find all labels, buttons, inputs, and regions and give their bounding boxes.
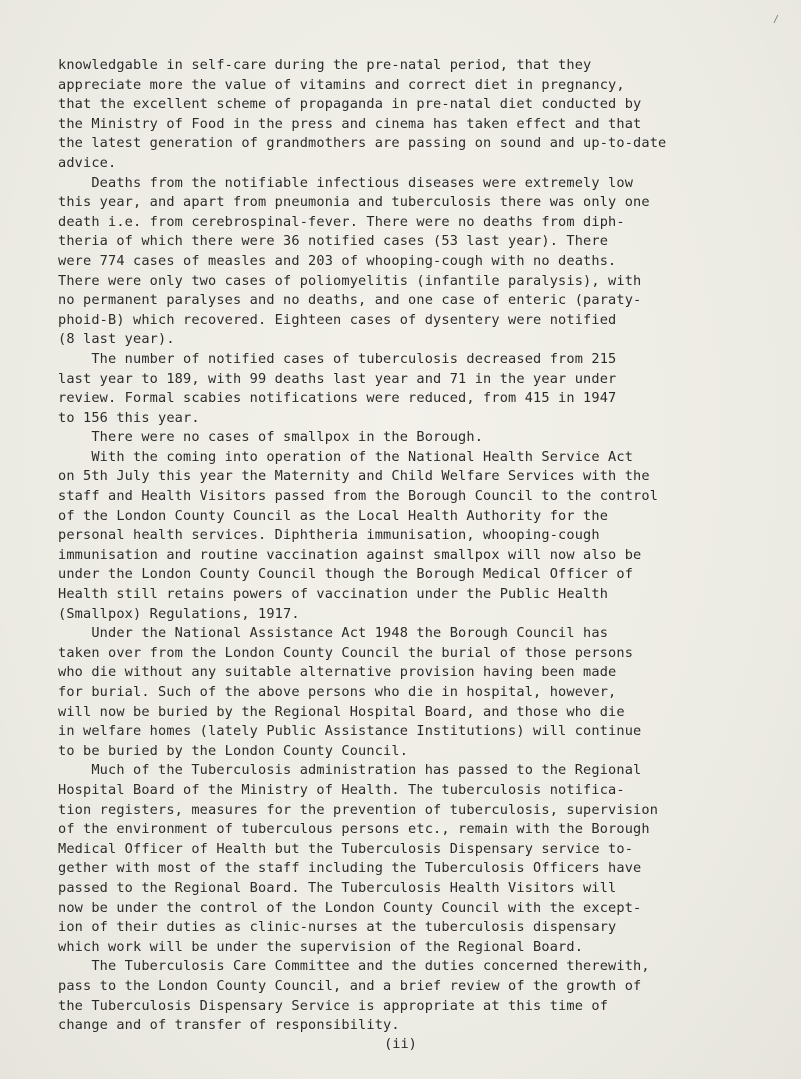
text-line: passed to the Regional Board. The Tuberculosis Health Visitors will (58, 879, 617, 896)
text-line: will now be buried by the Regional Hospital Board, and those who die (58, 703, 625, 720)
paragraph (58, 174, 758, 350)
paragraph (58, 56, 758, 174)
text-line: pass to the London County Council, and a brief review of the growth of (58, 977, 642, 994)
text-line: immunisation and routine vaccination against smallpox will now also be (58, 546, 642, 563)
text-line: the Tuberculosis Dispensary Service is appropriate at this time of (58, 997, 609, 1014)
text-line: Much of the Tuberculosis administration has passed to the Regional (58, 762, 642, 779)
paragraph (58, 761, 758, 957)
text-line: There were only two cases of poliomyelitis (infantile paralysis), with (58, 272, 642, 289)
text-line: which work will be under the supervision of the Regional Board. (58, 938, 584, 955)
text-line: the Ministry of Food in the press and cinema has taken effect and that (58, 115, 642, 132)
text-line: personal health services. Diphtheria immunisation, whooping-cough (58, 527, 600, 544)
text-line: taken over from the London County Council the burial of those persons (58, 644, 634, 661)
text-line: under the London County Council though the Borough Medical Officer of (58, 566, 634, 583)
text-line: this year, and apart from pneumonia and tuberculosis there was only one (58, 194, 650, 211)
paragraph (58, 957, 758, 1035)
text-line: death i.e. from cerebrospinal-fever. There were no deaths from diph- (58, 213, 625, 230)
text-line: appreciate more the value of vitamins and correct diet in pregnancy, (58, 76, 625, 93)
text-line: to be buried by the London County Council. (58, 742, 409, 759)
text-line: Health still retains powers of vaccination under the Public Health (58, 586, 609, 603)
text-line: tion registers, measures for the prevention of tuberculosis, supervision (58, 801, 659, 818)
text-line: the latest generation of grandmothers are passing on sound and up-to-date (58, 135, 667, 152)
text-line: ion of their duties as clinic-nurses at the tuberculosis dispensary (58, 919, 617, 936)
text-line: were 774 cases of measles and 203 of whooping-cough with no deaths. (58, 252, 617, 269)
text-line: The Tuberculosis Care Committee and the duties concerned therewith, (58, 958, 650, 975)
text-line: now be under the control of the London County Council with the except- (58, 899, 642, 916)
text-line: With the coming into operation of the National Health Service Act (58, 448, 634, 465)
text-line: Medical Officer of Health but the Tuberculosis Dispensary service to- (58, 840, 634, 857)
text-line: knowledgable in self-care during the pre-natal period, that they (58, 57, 592, 73)
text-line: of the London County Council as the Local Health Authority for the (58, 507, 609, 524)
text-line: last year to 189, with 99 deaths last year and 71 in the year under (58, 370, 617, 387)
text-line: who die without any suitable alternative provision having been made (58, 664, 617, 681)
text-line: staff and Health Visitors passed from the Borough Council to the control (58, 488, 659, 505)
text-line: (Smallpox) Regulations, 1917. (58, 605, 300, 622)
text-line: Hospital Board of the Ministry of Health. The tuberculosis notifica- (58, 781, 625, 798)
text-line: for burial. Such of the above persons who die in hospital, however, (58, 684, 617, 700)
paragraph (58, 624, 758, 761)
text-line: that the excellent scheme of propaganda in pre-natal diet conducted by (58, 96, 642, 113)
text-line: phoid-B) which recovered. Eighteen cases of dysentery were notified (58, 311, 617, 328)
text-line: Under the National Assistance Act 1948 the Borough Council has (58, 625, 609, 642)
text-line: theria of which there were 36 notified cases (53 last year). There (58, 233, 609, 250)
text-line: (8 last year). (58, 331, 175, 348)
text-line: review. Formal scabies notifications were reduced, from 415 in 1947 (58, 390, 617, 407)
paragraph (58, 350, 758, 428)
paragraph (58, 428, 758, 448)
page-number: (ii) (384, 1036, 417, 1052)
text-line: no permanent paralyses and no deaths, and one case of enteric (paraty- (58, 292, 642, 309)
margin-mark: / (772, 14, 779, 25)
text-line: on 5th July this year the Maternity and Child Welfare Services with the (58, 468, 650, 485)
text-line: advice. (58, 154, 117, 171)
text-line: in welfare homes (lately Public Assistance Institutions) will continue (58, 723, 642, 740)
text-line: change and of transfer of responsibility. (58, 1017, 400, 1034)
text-line: of the environment of tuberculous persons etc., remain with the Borough (58, 821, 650, 838)
text-line: There were no cases of smallpox in the Borough. (58, 429, 484, 446)
text-line: to 156 this year. (58, 409, 200, 426)
text-line: The number of notified cases of tuberculosis decreased from 215 (58, 350, 617, 367)
paragraph (58, 448, 758, 624)
text-line: gether with most of the staff including the Tuberculosis Officers have (58, 860, 642, 877)
text-line: Deaths from the notifiable infectious diseases were extremely low (58, 174, 634, 191)
body-text (58, 56, 758, 1036)
